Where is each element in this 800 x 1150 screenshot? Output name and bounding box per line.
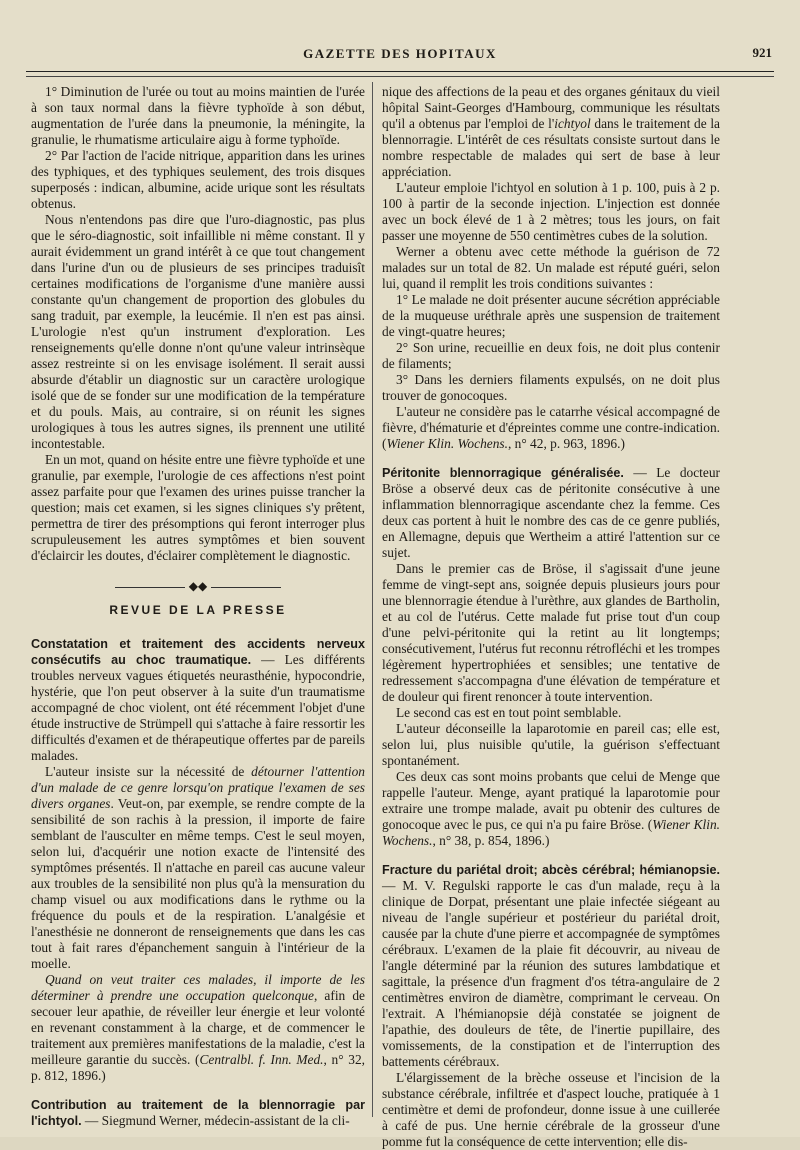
column-divider: [372, 82, 373, 1117]
citation: Wiener Klin. Wochens.: [382, 817, 720, 848]
article-paragraph: Contribution au traitement de la blennorragie par l'ichtyol. — Siegmund Werner, médecin-assistant de la cli-: [31, 1098, 365, 1128]
citation: Centralbl. f. Inn. Med.: [199, 1052, 324, 1067]
journal-title: GAZETTE DES HOPITAUX: [303, 46, 497, 61]
paragraph: Dans le premier cas de Bröse, il s'agissait d'une jeune femme de vingt-sept ans, soignée depuis plusieurs jours pour une blennorragie étendue à l'urèthre, aux glandes de Bartholin, et au col de l'utérus. Cette malade fut prise tout d'un coup d'une pelvi-péritonite qui la retint au lit longtemps; consécutivement, l'utérus fut reconnu rétrofléchi et les trompes légèrement hypertrophiées et sensibles; une tentative de redressement s'accompagna d'une élévation de température et de douleur qui firent renoncer à toute intervention.: [382, 561, 720, 704]
article-paragraph: Péritonite blennorragique généralisée. — Le docteur Bröse a observé deux cas de péritonite consécutive à une inflammation blennorragique ascendante chez la femme. Ces deux cas portent à huit le nombre des cas de ce genre publiés, en Allemagne, depuis que Wertheim a attiré l'attention sur ce sujet.: [382, 465, 720, 560]
article-title: Fracture du pariétal droit; abcès cérébral; hémianopsie.: [382, 863, 720, 877]
separator-ornament: ◆◆: [188, 579, 208, 593]
paragraph: Ces deux cas sont moins probants que celui de Menge que rappelle l'auteur. Menge, ayant pratiqué la laparotomie pour extraire une trompe malade, avait pu obtenir des cultures de gonocoque avec le pus, ce qui n'a pu faire Bröse. (Wiener Klin. Wochens., n° 38, p. 854, 1896.): [382, 769, 720, 848]
paragraph: Nous n'entendons pas dire que l'uro-diagnostic, pas plus que le séro-diagnostic, soit infaillible ni même constant. Il y aurait évidemment un grand intérêt à ce que tout changement dans l'urine d'un ou de plusieurs de ses principes traduisît certaines modifications de l'organisme d'une manière aussi constante qu'un changement de proportion des globules du sang traduit, par exemple, la leucémie. Il n'en est pas ainsi. L'urologie n'est qu'un instrument d'exploration. Les renseignements qu'elle donne n'ont qu'une valeur intrinsèque assez restreinte si on les envisage isolément. Il serait aussi absurde d'établir un diagnostic sur un caractère urologique isolé que de se fonder sur une modification de la température et du pouls. Mais, au contraire, si on réunit les signes urologiques à tous les autres signes, ils prennent une utilité incontestable.: [31, 212, 365, 451]
paragraph: En un mot, quand on hésite entre une fièvre typhoïde et une granulie, par exemple, l'urologie de ces affections n'est point assez parfaite pour que l'examen des urines puisse trancher la question; mais cet examen, si les signes cliniques s'y prêtent, permettra de tirer des présomptions qui feront interroger plus scrupuleusement les autres symptômes et bien souvent d'éclaircir les doutes, d'éclairer complètement le diagnostic.: [31, 452, 365, 563]
paragraph: 1° Le malade ne doit présenter aucune sécrétion appréciable de la muqueuse uréthrale après une suspension de traitement de vingt-quatre heures;: [382, 292, 720, 339]
paragraph: L'auteur ne considère pas le catarrhe vésical accompagné de fièvre, d'hématurie et d'épreintes comme une contre-indication. (Wiener Klin. Wochens., n° 42, p. 963, 1896.): [382, 404, 720, 451]
section-title: REVUE DE LA PRESSE: [109, 603, 287, 617]
paragraph: Werner a obtenu avec cette méthode la guérison de 72 malades sur un total de 82. Un malade est réputé guéri, selon lui, quand il remplit les trois conditions suivantes :: [382, 244, 720, 291]
paragraph: Le second cas est en tout point semblable.: [396, 705, 622, 720]
paragraph: 2° Par l'action de l'acide nitrique, apparition dans les urines des typhiques, et des typhiques seulement, des trois disques superposés : indican, albumine, acide urique sont les résultats obtenus.: [31, 148, 365, 211]
article-paragraph: Fracture du pariétal droit; abcès cérébral; hémianopsie. — M. V. Regulski rapporte le cas d'un malade, reçu à la clinique de Dorpat, présentant une plaie infectée siégeant au niveau de l'angle supérieur et postérieur du pariétal droit, causée par la chute d'une pierre et accompagnée de symptômes cérébraux. L'examen de la plaie fit découvrir, au niveau de l'angle déterminé par la réunion des sutures lambdatique et sagittale, la présence d'un fragment d'os tétra-angulaire de 2 centimètres environ de diamètre, comprimant le cerveau. On l'extrait. A l'hémianopsie déjà constatée se joignent de l'apathie, des douleurs de tête, de l'inertie pupillaire, des vomissements, de la constipation et de l'interruption des battements cérébraux.: [382, 863, 720, 1069]
paragraph: L'auteur emploie l'ichtyol en solution à 1 p. 100, puis à 2 p. 100 à partir de la seconde injection. L'injection est donnée avec un bock élevé de 1 à 2 mètres; tous les jours, on fait passer une moyenne de 550 centimètres cubes de la solution.: [382, 180, 720, 243]
paragraph: 1° Diminution de l'urée ou tout au moins maintien de l'urée à son taux normal dans la fièvre typhoïde à son début, augmentation de l'urée dans la pneumonie, la méningite, la granulie, le rhumatisme articulaire aigu à forme typhoïde.: [31, 84, 365, 147]
paragraph: L'auteur insiste sur la nécessité de détourner l'attention d'un malade de ce genre lorsqu'on pratique l'examen de ses divers organes. Veut-on, par exemple, se rendre compte de la sensibilité de son rachis à la pression, il importe de faire semblant de l'ausculter en même temps. C'est le seul moyen, selon lui, d'acquérir une notion exacte de l'intensité des symptômes présentés. Il n'attache en pareil cas aucune valeur aux troubles de la sensibilité non plus qu'à la mensuration du champ visuel ou aux modifications dans le rythme ou la fréquence du pouls et de la respiration. L'analgésie et l'anesthésie ne donneront de renseignements que dans les cas tout à fait rares d'épanchement sanguin à l'intérieur de la moelle.: [31, 764, 365, 971]
article-paragraph: Constatation et traitement des accidents nerveux consécutifs au choc traumatique. — Les différents troubles nerveux vagues étiquetés neurasthénie, hypocondrie, hystérie, que l'on peut observer à la suite d'un traumatisme accompagné de choc violent, ont été récemment l'objet d'une étude instructive de Strümpell qui s'attache à faire ressortir les difficultés d'examen et de thérapeutique offertes par de pareils malades.: [31, 637, 365, 763]
article-title: Constatation et traitement des accidents nerveux consécutifs au choc traumatique.: [31, 637, 365, 667]
paragraph: nique des affections de la peau et des organes génitaux du vieil hôpital Saint-Georges d'Hambourg, communique les résultats qu'il a obtenus par l'emploi de l'ichtyol dans le traitement de la blennorragie. L'intérêt de ces résultats consiste surtout dans le nombre respectable de malades qui sert de base à leur appréciation.: [382, 84, 720, 179]
page-number: 921: [752, 45, 772, 60]
paragraph: 3° Dans les derniers filaments expulsés, on ne doit plus trouver de gonocoques.: [382, 372, 720, 403]
header-rule-thick: [26, 71, 774, 72]
article-title: Contribution au traitement de la blennorragie par l'ichtyol.: [31, 1098, 365, 1128]
paragraph: 2° Son urine, recueillie en deux fois, ne doit plus contenir de filaments;: [382, 340, 720, 371]
running-header: [24, 44, 776, 66]
article-title: Péritonite blennorragique généralisée.: [382, 466, 624, 480]
left-column: [31, 84, 365, 1129]
paragraph: Quand on veut traiter ces malades, il importe de les déterminer à prendre une occupation quelconque, afin de secouer leur apathie, de réveiller leur énergie et leur volonté en revenant constamment à la charge, et de commencer le traitement aux premières manifestations de la maladie, c'est la meilleure garantie du succès. (Centralbl. f. Inn. Med., n° 32, p. 812, 1896.): [31, 972, 365, 1083]
header-rule-thin: [26, 76, 774, 77]
right-column: [382, 84, 720, 1150]
paragraph: L'élargissement de la brèche osseuse et l'incision de la substance cérébrale, infiltrée et d'aspect louche, pratiquée à 1 centimètre et demi de profondeur, donne issue à une cuillerée à café de pus. Une hernie cérébrale de la grosseur d'une pomme fut la conséquence de cette intervention; elle dis-: [382, 1070, 720, 1149]
section-separator: [31, 578, 365, 594]
citation: Wiener Klin. Wochens.: [386, 436, 508, 451]
paragraph: L'auteur déconseille la laparotomie en pareil cas; elle est, selon lui, plus nuisible qu'utile, la guérison s'effectuant spontanément.: [382, 721, 720, 768]
